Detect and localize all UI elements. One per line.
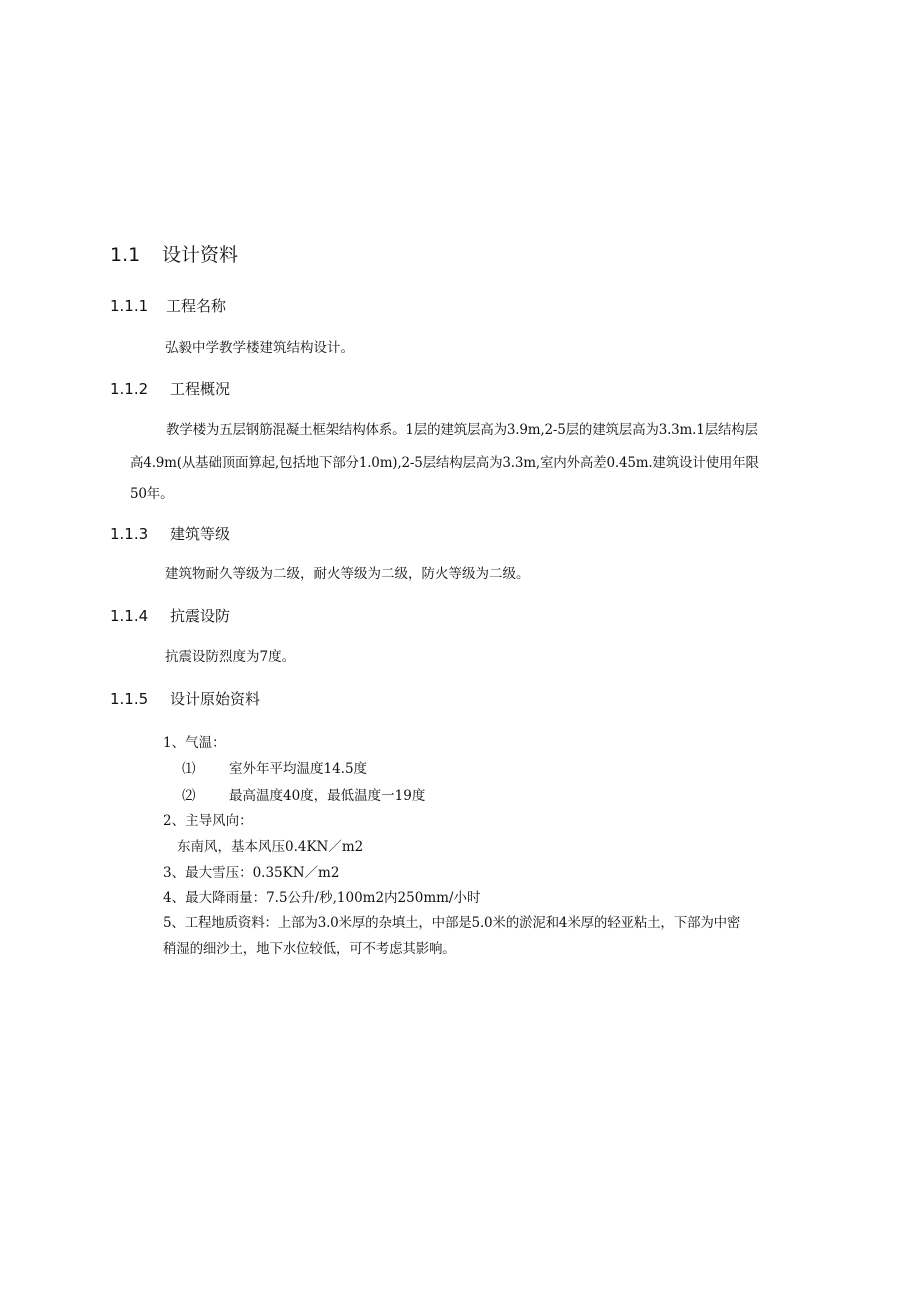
subsection-heading [110, 295, 226, 316]
subsection-number: 1.1.1 [110, 297, 149, 315]
section-number: 1.1 [110, 244, 141, 266]
building-grade-text: 建筑物耐久等级为二级，耐火等级为二级，防火等级为二级。 [165, 566, 530, 582]
list-marker: ⑵ [182, 788, 196, 804]
overview-line-2: 高4.9m(从基础顶面算起,包括地下部分1.0m),2-5层结构层高为3.3m,室内外高差0.45m.建筑设计使用年限 [130, 455, 759, 471]
snow-text: 3、最大雪压：0.35KN／m2 [163, 865, 340, 881]
subsection-number: 1.1.4 [110, 607, 149, 625]
subsection-title: 工程概况 [170, 380, 231, 398]
subsection-number: 1.1.5 [110, 690, 149, 708]
temp-item-text: 室外年平均温度14.5度 [229, 761, 368, 777]
temperature-label: 1、气温： [163, 735, 226, 751]
temp-item-text: 最高温度40度，最低温度一19度 [229, 788, 426, 804]
overview-line-1: 教学楼为五层钢筋混凝土框架结构体系。1层的建筑层高为3.9m,2-5层的建筑层高为3.3m.1层结构层 [166, 422, 758, 438]
subsection-title: 建筑等级 [170, 525, 231, 543]
subsection-number: 1.1.2 [110, 380, 149, 398]
subsection-title: 工程名称 [166, 297, 227, 315]
overview-line-3: 50年。 [130, 486, 174, 502]
geology-line-1: 5、工程地质资料：上部为3.0米厚的杂填土，中部是5.0米的淤泥和4米厚的轻亚粘土，下部为中密 [163, 915, 741, 931]
subsection-heading [110, 523, 230, 544]
section-title: 设计资料 [162, 244, 239, 266]
wind-text: 东南风，基本风压0.4KN／m2 [177, 839, 364, 855]
geology-line-2: 稍湿的细沙土，地下水位较低，可不考虑其影响。 [163, 941, 456, 957]
subsection-heading [110, 688, 260, 709]
rain-text: 4、最大降雨量：7.5公升/秒,100m2内250mm/小时 [163, 890, 481, 906]
subsection-title: 抗震设防 [170, 607, 231, 625]
temp-item-2 [182, 784, 425, 804]
seismic-text: 抗震设防烈度为7度。 [165, 649, 296, 665]
wind-label: 2、主导风向： [163, 813, 253, 829]
subsection-number: 1.1.3 [110, 525, 149, 543]
subsection-heading [110, 378, 230, 399]
list-marker: ⑴ [182, 761, 196, 777]
temp-item-1 [182, 757, 367, 777]
subsection-heading [110, 605, 230, 626]
subsection-title: 设计原始资料 [170, 690, 261, 708]
section-heading [110, 240, 238, 267]
project-name-text: 弘毅中学教学楼建筑结构设计。 [165, 340, 354, 356]
